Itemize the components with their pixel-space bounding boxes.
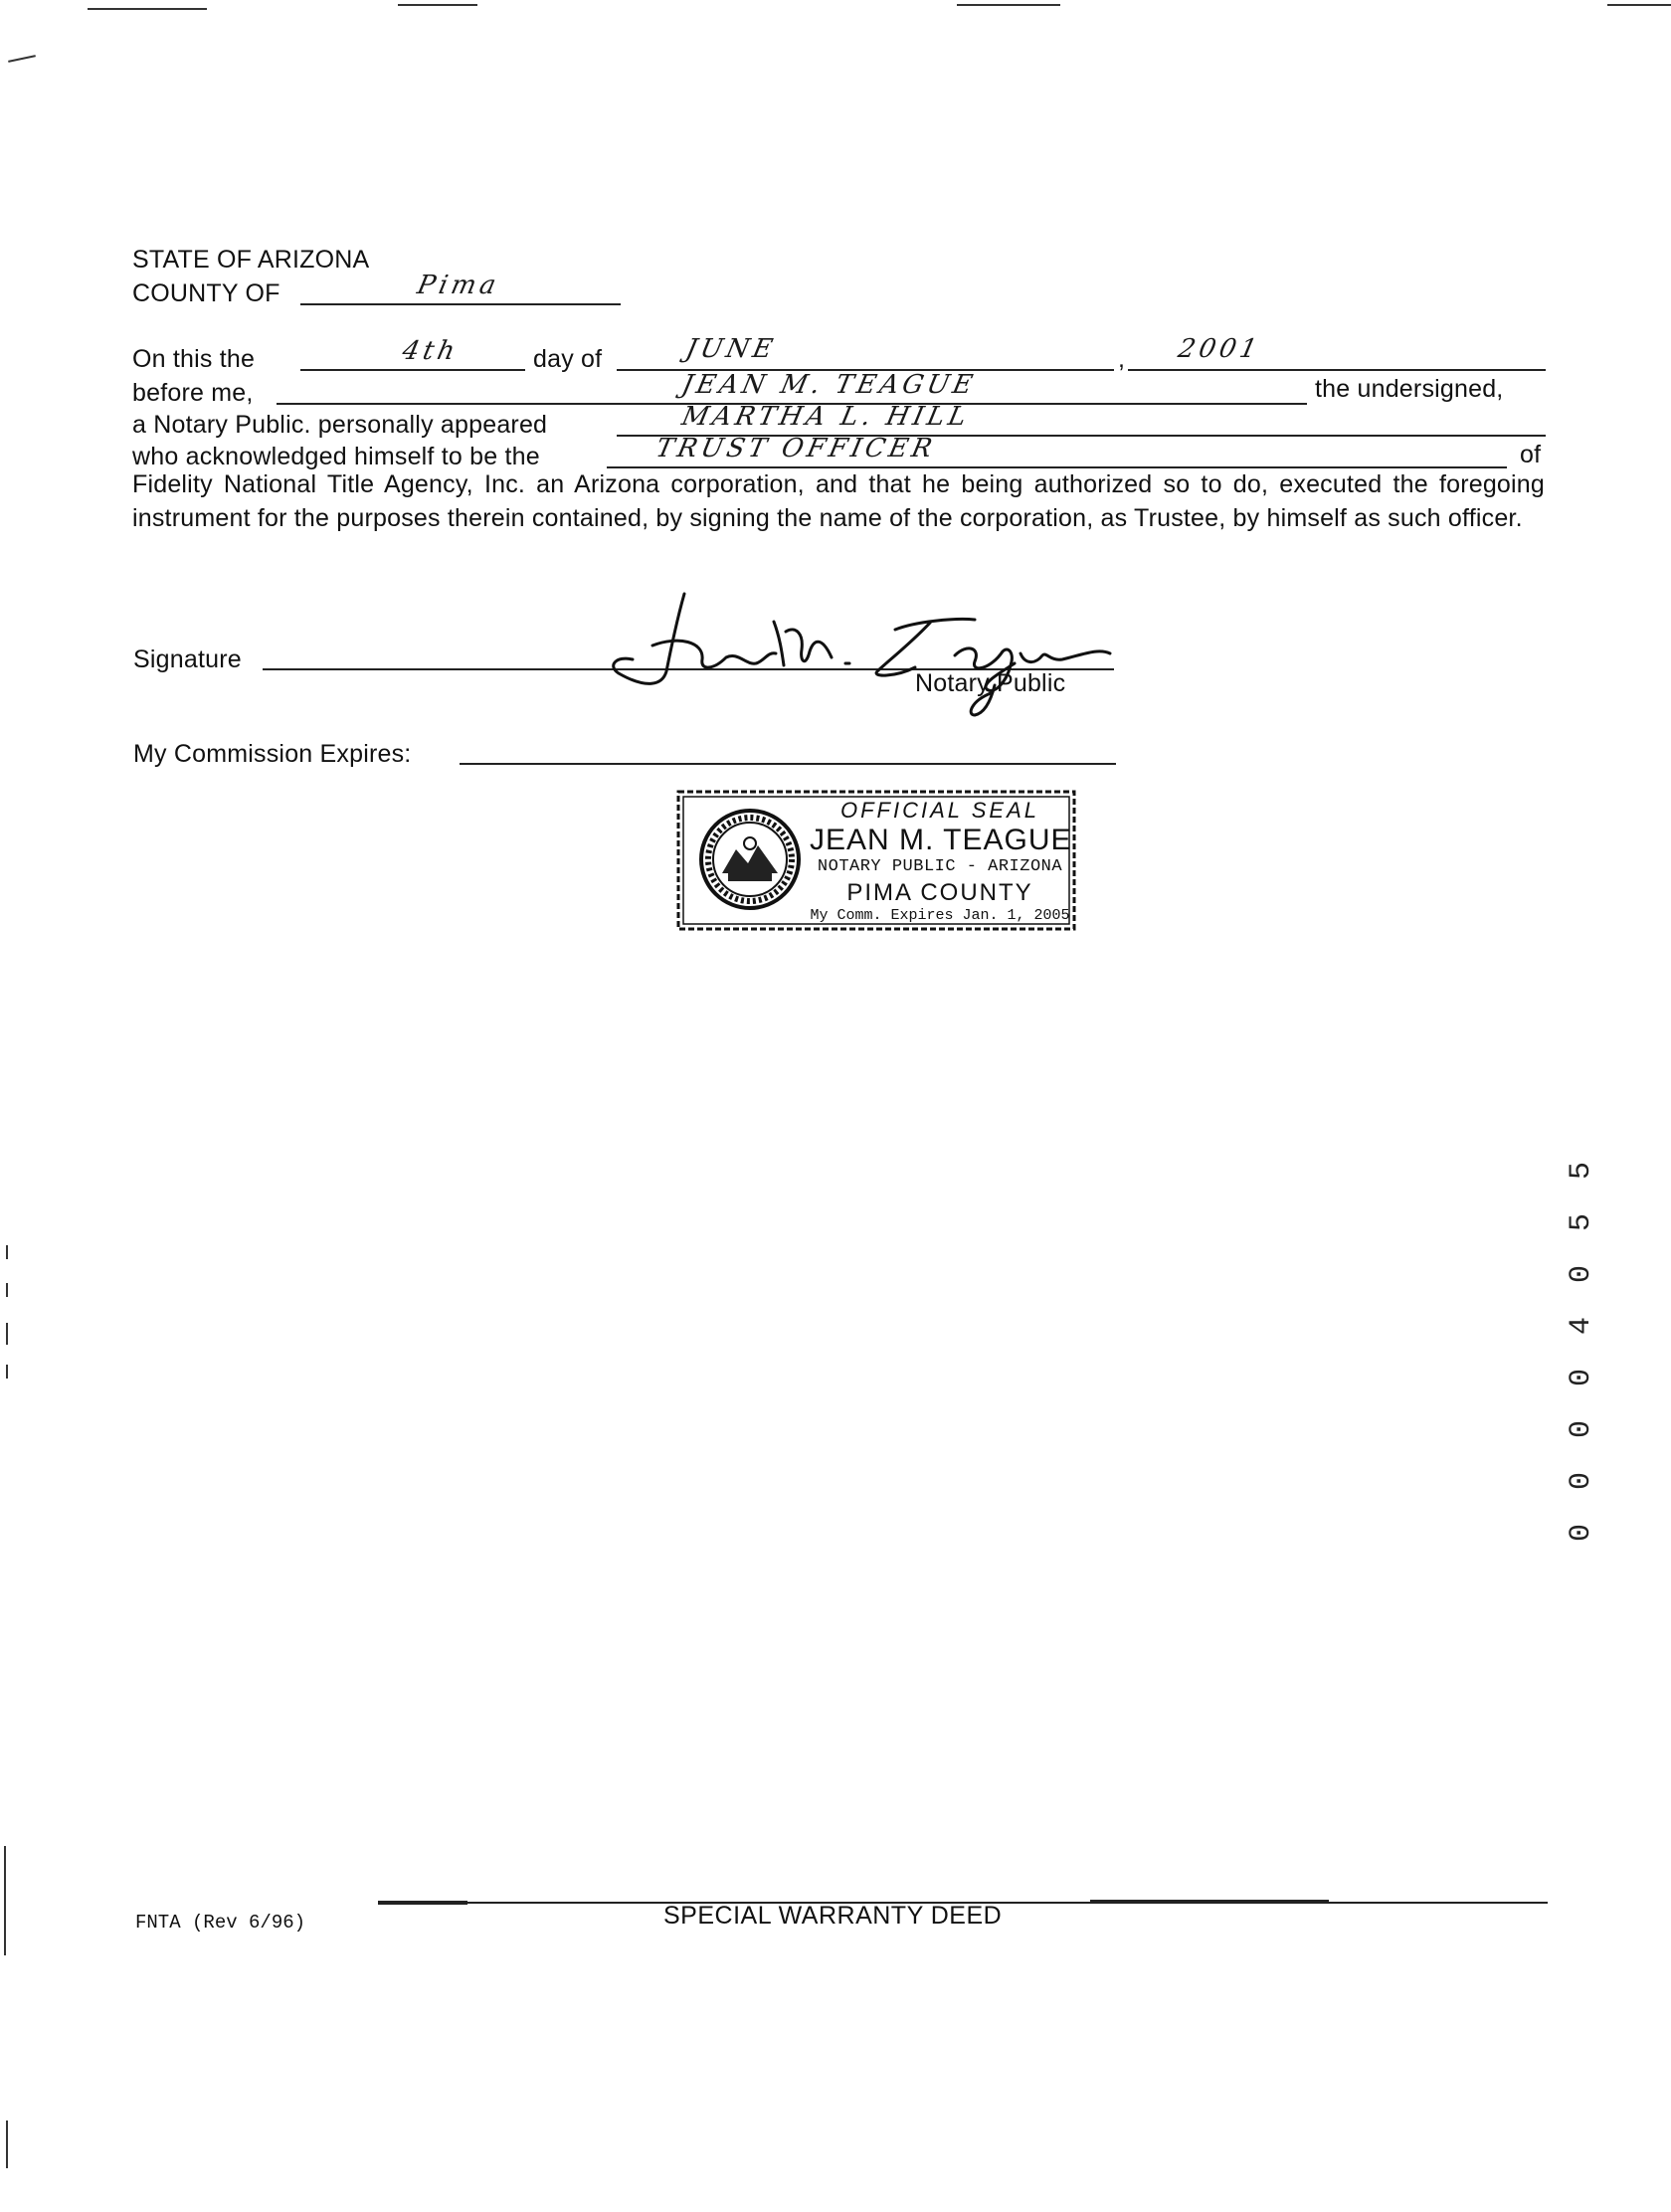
scan-artifact-top bbox=[88, 8, 207, 10]
recording-number-text: 0 0 0 0 4 0 5 5 bbox=[1565, 1153, 1598, 1543]
signature-label: Signature bbox=[133, 645, 242, 673]
scan-artifact-left bbox=[6, 1283, 8, 1297]
on-this-the-label: On this the bbox=[132, 345, 256, 373]
acknowledgment-body: Fidelity National Title Agency, Inc. an Arizona corporation, and that he being authorized so to do, executed the foregoing instrument for the purposes therein contained, by signing the name of the corporation, as Trustee, by himself as such officer. bbox=[132, 470, 1545, 532]
county-label: COUNTY OF bbox=[132, 279, 280, 307]
seal-line-expires: My Comm. Expires Jan. 1, 2005 bbox=[810, 907, 1070, 924]
day-of-label: day of bbox=[533, 345, 603, 373]
recording-number-stamp bbox=[1552, 1153, 1611, 1543]
before-me-label: before me, bbox=[132, 379, 254, 407]
footer-rule-heavy bbox=[1090, 1900, 1329, 1904]
acknowledged-label: who acknowledged himself to be the bbox=[132, 443, 540, 470]
seal-line-title: NOTARY PUBLIC - ARIZONA bbox=[817, 857, 1063, 876]
seal-line-official: OFFICIAL SEAL bbox=[840, 798, 1039, 823]
commission-label: My Commission Expires: bbox=[133, 740, 412, 768]
scan-artifact-top bbox=[398, 4, 477, 6]
of-label: of bbox=[1520, 441, 1542, 468]
notary-seal bbox=[672, 786, 1080, 935]
the-undersigned-label: the undersigned, bbox=[1315, 375, 1504, 403]
state-line: STATE OF ARIZONA bbox=[132, 246, 370, 274]
scan-artifact-top bbox=[8, 55, 36, 63]
person-handwritten: MARTHA L. HILL bbox=[678, 402, 974, 432]
month-handwritten: JUNE bbox=[682, 334, 780, 364]
signer-caption: Notary Public bbox=[915, 669, 1066, 697]
year-handwritten: 2001 bbox=[1175, 334, 1264, 364]
scan-artifact-left bbox=[4, 1846, 6, 1955]
scan-artifact-left bbox=[6, 1245, 8, 1259]
notary-appeared-label: a Notary Public. personally appeared bbox=[132, 411, 548, 439]
notary-name-handwritten: JEAN M. TEAGUE bbox=[678, 370, 980, 400]
scan-artifact-top bbox=[1607, 4, 1671, 6]
day-handwritten: 4th bbox=[399, 336, 462, 366]
scan-artifact-left bbox=[6, 1323, 8, 1345]
scan-artifact-left bbox=[6, 1365, 8, 1379]
day-blank bbox=[300, 369, 525, 371]
comma: , bbox=[1118, 345, 1126, 373]
scan-artifact-left bbox=[6, 2120, 8, 2168]
footer-rule-heavy bbox=[378, 1901, 467, 1905]
commission-line bbox=[460, 763, 1116, 765]
form-code: FNTA (Rev 6/96) bbox=[135, 1912, 306, 1934]
document-title: SPECIAL WARRANTY DEED bbox=[663, 1902, 1003, 1930]
year-blank bbox=[1128, 369, 1546, 371]
seal-line-name: JEAN M. TEAGUE bbox=[810, 824, 1072, 856]
notary-signature bbox=[597, 582, 1134, 721]
title-handwritten: TRUST OFFICER bbox=[652, 434, 939, 463]
seal-line-county: PIMA COUNTY bbox=[846, 879, 1033, 906]
county-blank bbox=[300, 303, 621, 305]
arizona-seal-emblem bbox=[698, 808, 802, 911]
scan-artifact-top bbox=[957, 4, 1060, 6]
county-handwritten: Pima bbox=[414, 271, 503, 300]
